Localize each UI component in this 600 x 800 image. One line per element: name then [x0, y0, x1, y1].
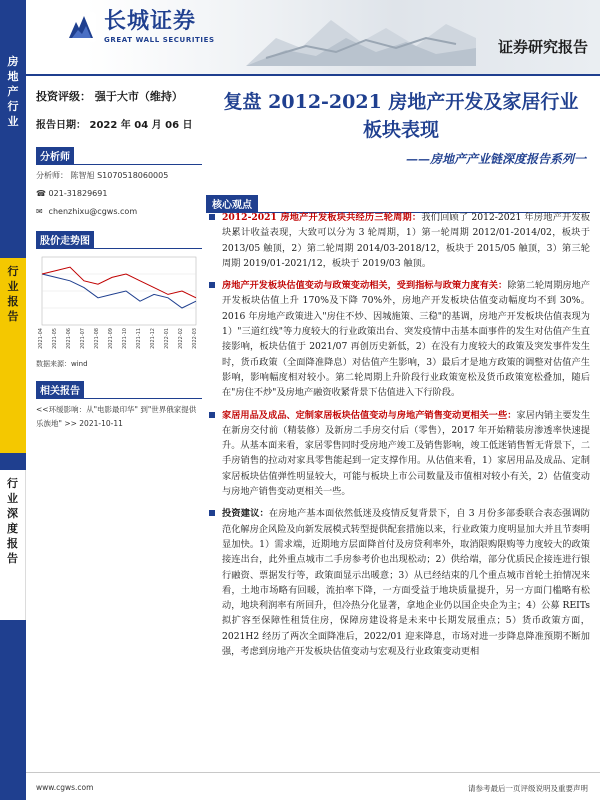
- x-tick-label: 2021-09: [108, 328, 114, 349]
- x-tick-label: 2021-11: [136, 328, 142, 349]
- sidebar-char: 行: [7, 265, 19, 278]
- price-trend-chart: [36, 251, 202, 359]
- report-title-line1: 复盘 2012-2021 房地产开发及家居行业: [223, 91, 579, 113]
- sidebar-char: 行: [7, 477, 18, 490]
- x-tick-label: 2022-03: [192, 328, 198, 349]
- analyst-phone-value: 021-31829691: [48, 189, 108, 198]
- footer-website[interactable]: www.cgws.com: [36, 783, 94, 792]
- analyst-section-header: [36, 145, 202, 165]
- related-report-link[interactable]: <<环缓影响：从"电影最印华" 到"世界俄家提供乐族地" >> 2021-10-11: [36, 405, 197, 428]
- company-logo: [66, 10, 215, 44]
- chart-source-caption: 数据来源：wind: [36, 360, 88, 368]
- paragraph-lead: 2012-2021 房地产开发板块共经历三轮周期：: [222, 212, 422, 223]
- analyst-email: [36, 205, 202, 219]
- investment-rating: 投资评级： 强于大市（维持）: [36, 90, 183, 103]
- report-type-label: 证券研究报告: [497, 38, 588, 56]
- info-column: [36, 80, 202, 431]
- sidebar-char: 业: [7, 492, 18, 505]
- logo-chinese-text: 长城证券: [104, 9, 197, 34]
- paragraph-text: 除第二轮周期房地产开发板块估值上升 170%及下降 70%外，房地产开发板块估值变动幅度均不到 30%。2016 年房地产政策进入"房住不炒、因城施策、三稳"的基调，房地产开发板块估值表现为 1）"三道红线"等力度较大的行业政策出台、突发疫情中击基本面事件的发生对估值产生直接影响，板块估值于 2021/07 再创历史新低，2）在没有力度较大的政策及突发事件发生时，货币政策（全面降准降息）对估值产生影响，3）最后才是地方政策的调整对估值产生影响，影响幅度相对较小。第二轮周期上升阶段行业政策宽松及货币政策宽松叠加，随后在"房住不炒"及房地产融资收紧背景下估值进入下行阶段。: [222, 280, 591, 399]
- price-trend-chart-svg: [36, 251, 202, 359]
- x-tick-label: 2021-08: [94, 328, 100, 349]
- paragraph-text: 家居内销主要发生在新房交付前（精装修）及新房二手房交付后（零售），2017 年开始精装房渗透率快速提升。从基本面来看，家居零售同时受房地产竣工及销售影响，竣工低迷销售暂无背景下，二手房销售的拉动对家具零售能起到一定支撑作用。从估值来看，1）家居用品及成品、定制家居板块估值弹性明显较大，可能与板块上市公司数量及市值相对较小有关，2）估值变动与房地产销售变动更相关一些。: [222, 409, 591, 498]
- bullet-square-icon: [209, 412, 215, 418]
- great-wall-logo-icon: [66, 12, 96, 42]
- paragraph-text: 我们回顾了 2012-2021 年房地产开发板块累计收益表现，大致可以分为 3 轮周期，1）第一轮周期 2012/01-2014/02，板块于 2013/05 触顶，2）第二轮周期 2014/03-2018/12，板块于 2015/05 触顶，3）第三轮周期 2019/01-2021/12，板块于 2019/03 触顶。: [222, 212, 590, 269]
- sidebar-bottom: [0, 620, 26, 800]
- bullet-square-icon: [209, 214, 215, 220]
- analyst-email-value: chenzhixu@cgws.com: [48, 207, 138, 216]
- paragraph-home-furnishing: [208, 408, 590, 500]
- great-wall-landscape-icon: [246, 8, 476, 66]
- sidebar-char: 行: [7, 100, 19, 113]
- sidebar-char: 告: [7, 310, 19, 323]
- sidebar-industry-label: [0, 48, 26, 258]
- footer-disclaimer: 请参考最后一页评级说明及重要声明: [468, 784, 588, 793]
- sidebar-deep-report-label: [0, 470, 26, 620]
- phone-icon: ☎: [36, 189, 46, 198]
- report-subtitle: ——房地产产业链深度报告系列一: [405, 152, 586, 166]
- x-tick-label: 2021-04: [38, 328, 44, 349]
- logo-english-text: GREAT WALL SECURITIES: [104, 36, 215, 44]
- x-tick-label: 2021-07: [80, 328, 86, 349]
- sidebar-char: 产: [7, 85, 19, 98]
- header-divider: [26, 74, 600, 76]
- page-footer: [26, 772, 600, 800]
- report-title-line2: 板块表现: [362, 119, 439, 141]
- sidebar-char: 度: [7, 522, 18, 535]
- sidebar-char: 报: [7, 295, 19, 308]
- report-body: [208, 210, 590, 666]
- analyst-phone: [36, 187, 202, 201]
- bullet-square-icon: [209, 282, 215, 288]
- paragraph-lead: 家居用品及成品、定制家居板块估值变动与房地产销售变动更相关一些：: [222, 409, 517, 421]
- sidebar-char: 告: [7, 552, 18, 565]
- x-tick-label: 2021-05: [52, 328, 58, 349]
- paragraph-cycles: [208, 210, 590, 271]
- paragraph-lead: 投资建议：: [222, 508, 269, 520]
- bullet-square-icon: [209, 510, 215, 516]
- x-tick-label: 2021-12: [150, 328, 156, 349]
- price-chart-section-header: [36, 229, 202, 249]
- x-tick-label: 2021-06: [66, 328, 72, 349]
- x-tick-label: 2022-01: [164, 328, 170, 349]
- page-header: [26, 0, 600, 74]
- report-title: [206, 88, 596, 144]
- analyst-section-title: 分析师: [36, 147, 74, 164]
- x-tick-label: 2021-10: [122, 328, 128, 349]
- paragraph-lead: 房地产开发板块估值变动与政策变动相关，受到指标与政策力度有关：: [222, 280, 508, 292]
- paragraph-text: 在房地产基本面依然低迷及疫情反复背景下，自 3 月份多部委联合表态强调防范化解房企风险及向新发展模式转型提供配套措施以来，行业政策力度明显加大并且节奏明显加快。1）需求端，近期地方层面降首付及房贷利率外，取消限购限购等力度较大的政策接连出台，此外重点城市二手房参考价也出现松动；2）供给端，部分优质民企接连进行银行融资、票据发行等，政策面显示出暖意；3）从已经结束的几个重点城市首轮土拍情况来看，土地市场略有回暖，流拍率下降，一方面受益于地块质量提升，另一方面门槛略有松动，地块利润率有所回升，但冷热分化显著，拿地企业仍以国企央企为主；4）公募 REITs 拟扩容至保障性租赁住房，保障房建设将是未来中长期发展重点；5）货币政策方面，2021H2 经历了两次全面降准后，2022/01 迎来降息，市场对进一步降息降准预期不断加强，考虑到房地产开发板块估值变动与宏观及行业政策变动更相: [222, 508, 590, 658]
- analyst-name: 分析师： 陈智旭 S1070518060005: [36, 171, 169, 180]
- sidebar-char: 报: [7, 537, 18, 550]
- sidebar-report-label: [0, 258, 26, 453]
- price-chart-section-title: 股价走势图: [36, 231, 94, 248]
- sidebar-char: 房: [7, 55, 19, 68]
- related-section-title: 相关报告: [36, 381, 84, 398]
- related-section-header: [36, 379, 202, 399]
- sidebar-char: 业: [7, 280, 19, 293]
- paragraph-investment-advice: [208, 506, 590, 659]
- core-views-title: 核心观点: [206, 195, 258, 212]
- report-date: 报告日期： 2022 年 04 月 06 日: [36, 120, 193, 131]
- x-tick-label: 2022-02: [178, 328, 184, 349]
- paragraph-valuation-policy: [208, 278, 590, 400]
- email-icon: ✉: [36, 207, 43, 216]
- sidebar-char: 业: [7, 115, 19, 128]
- sidebar-char: 深: [7, 507, 18, 520]
- sidebar-char: 地: [7, 70, 19, 83]
